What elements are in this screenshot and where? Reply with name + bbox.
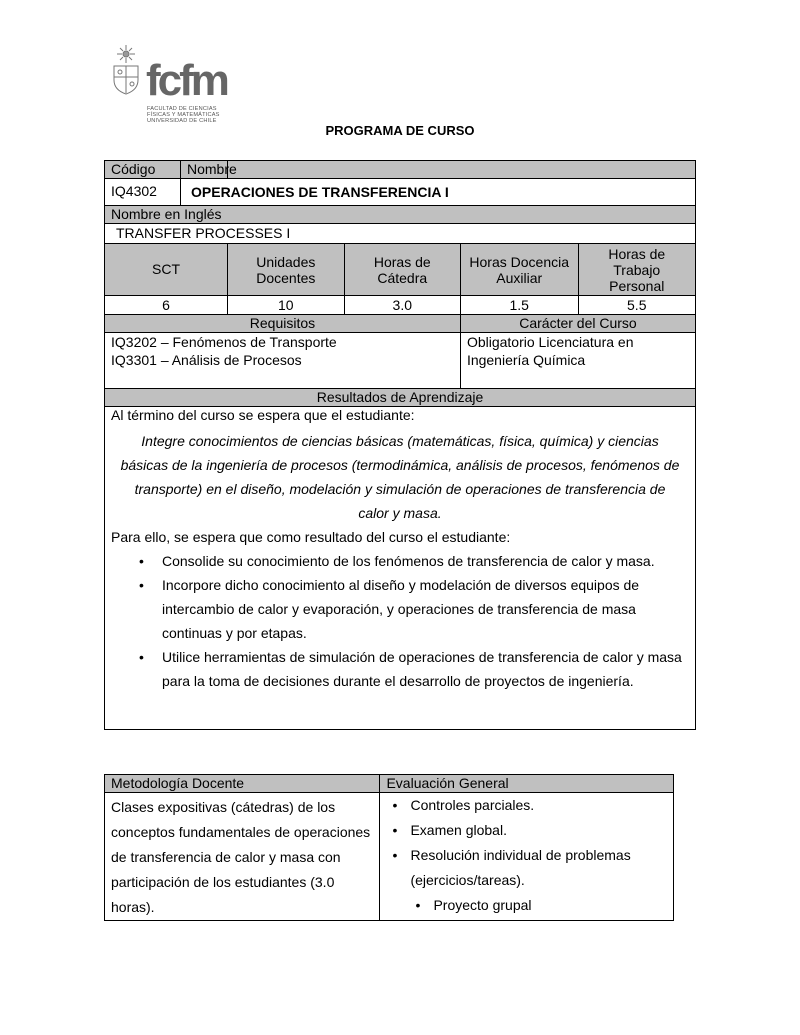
resultados-header-row <box>105 389 696 407</box>
requisitos-row <box>105 333 696 389</box>
resultados-goal: Integre conocimientos de ciencias básicas (matemáticas, física, química) y ciencias básicas de la ingeniería de procesos (termodinámica, análisis de procesos, fenómenos de transporte) en el diseño, modelación y simulación de operaciones de transferencia de calor y masa. <box>120 433 680 521</box>
university-seal-icon <box>110 44 146 96</box>
caracter-label: Carácter del Curso <box>460 315 695 333</box>
evaluacion-cell <box>380 793 674 921</box>
hours-values-row <box>105 296 696 315</box>
resultados-list <box>111 549 689 693</box>
nombre-ingles-value: TRANSFER PROCESSES I <box>105 224 696 244</box>
list-item: • Utilice herramientas de simulación de operaciones de transferencia de calor y masa para la toma de decisiones durante el desarrollo de proyectos de ingeniería. <box>111 645 689 693</box>
metodologia-text: Clases expositivas (cátedras) de los conceptos fundamentales de operaciones de transferencia de calor y masa con participación de los estudiantes (3.0 horas). <box>105 793 380 921</box>
nombre-ingles-row <box>105 224 696 244</box>
requisitos-label: Requisitos <box>105 315 461 333</box>
evaluacion-list <box>386 793 667 918</box>
nombre-ingles-header-row <box>105 206 696 224</box>
column-header: SCT <box>105 244 228 296</box>
fcfm-logo <box>110 44 240 124</box>
value-cell: 10 <box>228 296 345 315</box>
column-header: Horas de Trabajo Personal <box>578 244 696 296</box>
para-ello-text: Para ello, se espera que como resultado del curso el estudiante: <box>111 529 511 545</box>
fcfm-wordmark <box>146 60 238 102</box>
logo-subtitle <box>147 106 239 124</box>
caracter-value: Obligatorio Licenciatura en Ingeniería Química <box>460 333 695 389</box>
metodologia-evaluacion-table <box>104 774 674 921</box>
list-item: • Consolide su conocimiento de los fenómenos de transferencia de calor y masa. <box>111 549 689 573</box>
column-header: Horas de Cátedra <box>344 244 460 296</box>
codigo-label: Código Nombre <box>105 161 228 179</box>
course-info-table <box>104 160 696 730</box>
metodologia-label: Metodología Docente <box>105 775 380 793</box>
nombre-ingles-label: Nombre en Inglés <box>105 206 696 224</box>
requisitos-cell <box>105 333 461 389</box>
metodologia-header-row <box>105 775 674 793</box>
metodologia-row <box>105 793 674 921</box>
requisitos-header-row <box>105 315 696 333</box>
resultados-label: Resultados de Aprendizaje <box>105 389 696 407</box>
page-title: PROGRAMA DE CURSO <box>325 123 475 138</box>
value-cell: 6 <box>105 296 228 315</box>
evaluacion-label: Evaluación General <box>380 775 674 793</box>
resultados-intro: Al término del curso se espera que el estudiante: <box>111 407 415 423</box>
resultados-cell <box>105 407 696 730</box>
value-cell: 5.5 <box>578 296 696 315</box>
course-code: IQ4302 <box>105 179 181 205</box>
logo-subtitle-line: FACULTAD DE CIENCIAS <box>147 106 217 112</box>
list-item: • Incorpore dicho conocimiento al diseño y modelación de diversos equipos de intercambio de calor y evaporación, y operaciones de transferencia de masa continuas y por etapas. <box>111 573 689 645</box>
resultados-row <box>105 407 696 730</box>
value-cell: 3.0 <box>344 296 460 315</box>
nombre-label: Nombre <box>180 161 227 178</box>
codigo-nombre-header-row <box>105 161 696 179</box>
list-item: • Resolución individual de problemas (ejercicios/tareas). <box>386 843 667 893</box>
list-item: • Proyecto grupal <box>386 893 667 918</box>
requisito-item: IQ3202 – Fenómenos de Transporte <box>111 334 337 350</box>
list-item: • Examen global. <box>386 818 667 843</box>
course-name: OPERACIONES DE TRANSFERENCIA I <box>191 184 449 200</box>
logo-text: fcfm <box>146 60 227 102</box>
value-cell: 1.5 <box>460 296 578 315</box>
column-header: Unidades Docentes <box>228 244 345 296</box>
logo-subtitle-line: UNIVERSIDAD DE CHILE <box>147 118 217 124</box>
requisito-item: IQ3301 – Análisis de Procesos <box>111 352 302 368</box>
hours-header-row <box>105 244 696 296</box>
column-header: Horas Docencia Auxiliar <box>460 244 578 296</box>
logo-subtitle-line: FÍSICAS Y MATEMÁTICAS <box>147 112 220 118</box>
list-item: • Controles parciales. <box>386 793 667 818</box>
codigo-nombre-row <box>105 179 696 206</box>
